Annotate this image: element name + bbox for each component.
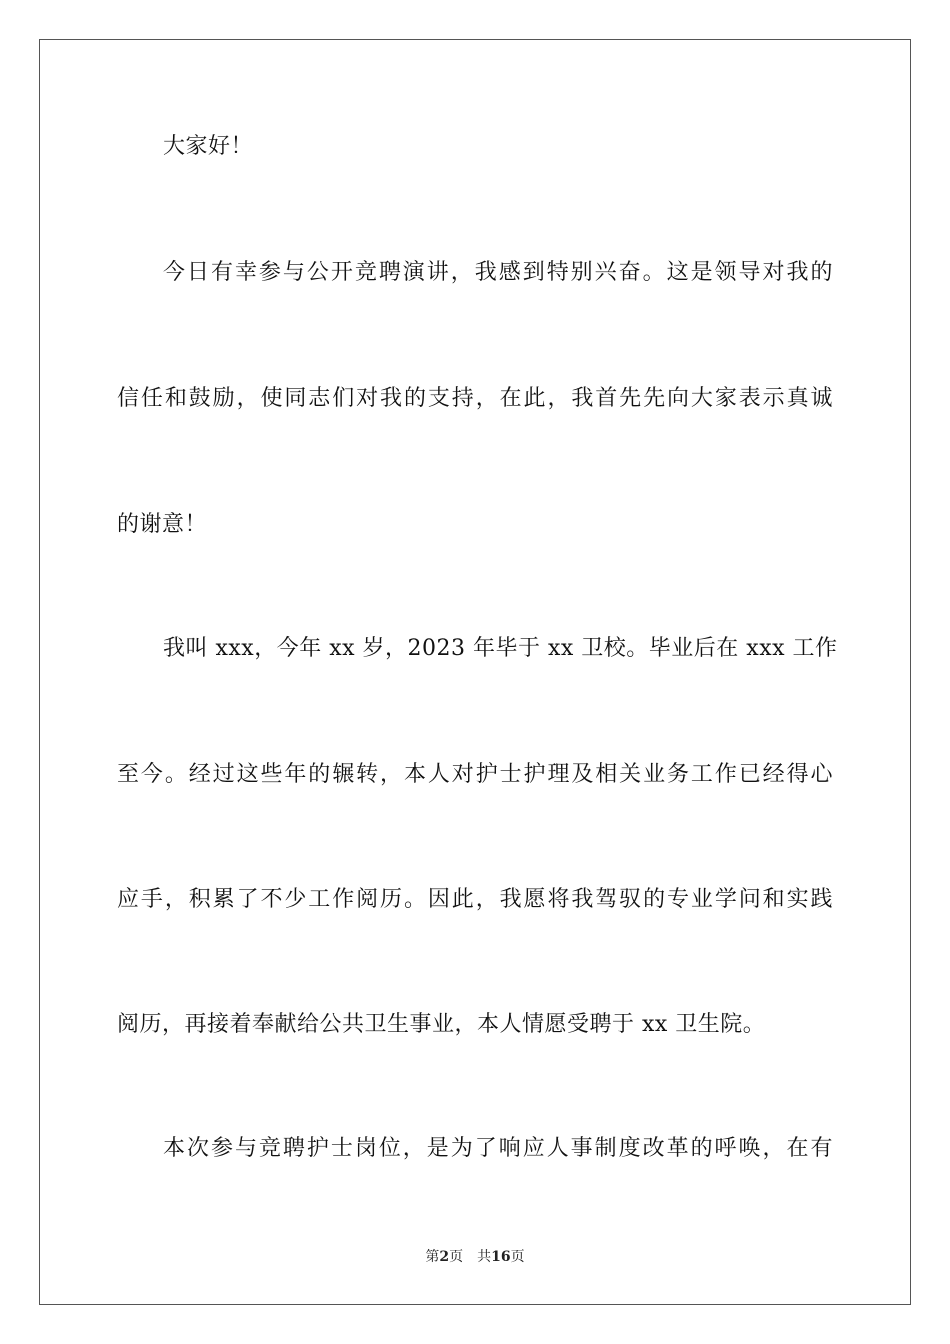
- current-page-number: 2: [439, 1249, 450, 1265]
- paragraph-2-line-4: 阅历，再接着奉献给公共卫生事业，本人情愿受聘于 xx 卫生院。: [117, 1012, 766, 1037]
- paragraph-1-line-1: 今日有幸参与公开竞聘演讲，我感到特别兴奋。这是领导对我的: [163, 260, 833, 285]
- paragraph-2-line-1: 我叫 xxx，今年 xx 岁，2023 年毕于 xx 卫校。毕业后在 xxx 工作: [163, 636, 838, 661]
- paragraph-1-line-2: 信任和鼓励，使同志们对我的支持，在此，我首先先向大家表示真诚: [117, 386, 833, 411]
- paragraph-2-line-2: 至今。经过这些年的辗转，本人对护士护理及相关业务工作已经得心: [117, 762, 833, 787]
- paragraph-2-line-3: 应手，积累了不少工作阅历。因此，我愿将我驾驭的专业学问和实践: [117, 887, 833, 912]
- page-border: [39, 39, 911, 1305]
- page-label-prefix: 第: [425, 1249, 440, 1265]
- page-footer: [0, 1247, 950, 1267]
- total-label-prefix: 共: [477, 1249, 492, 1265]
- greeting-line: 大家好！: [163, 134, 254, 159]
- total-label-suffix: 页: [510, 1249, 525, 1265]
- total-page-count: 16: [491, 1249, 511, 1265]
- paragraph-1-line-3: 的谢意！: [117, 512, 208, 537]
- paragraph-3-line-1: 本次参与竞聘护士岗位，是为了响应人事制度改革的呼唤，在有: [163, 1136, 833, 1161]
- page-label-suffix: 页: [449, 1249, 464, 1265]
